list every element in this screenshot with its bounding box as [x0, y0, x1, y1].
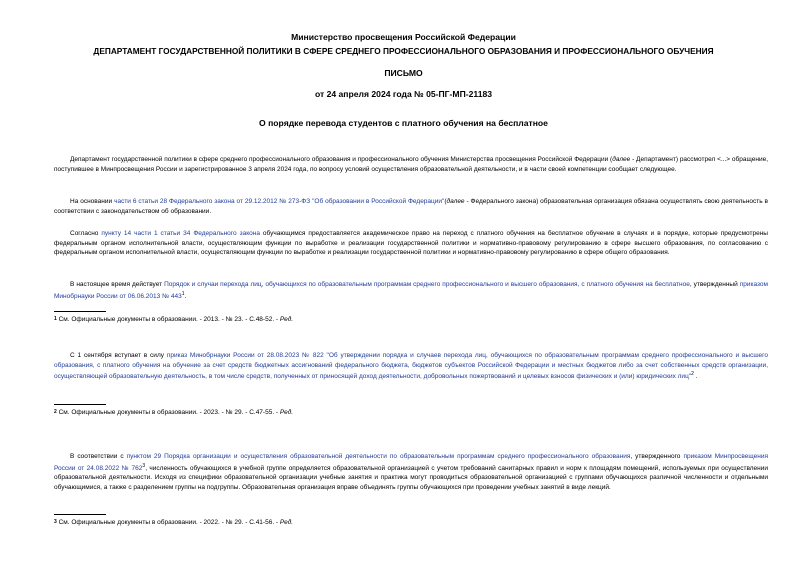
paragraph-intro: Департамент государственной политики в сфере среднего профессионального образования и профессионального обучения Министерства просвещения Российской Федерации (далее - Департамент) рассмотрел <...> обращение, поступившее в Минпросвещения России и зарегистрированное 3 апреля 2024 года, по вопросу условий осуществления образовательной деятельности, и в части своей компетенции сообщает следующее. [54, 156, 769, 173]
law-article-link[interactable]: пункту 14 части 1 статьи 34 Федерального закона [101, 230, 260, 237]
order-762-link[interactable]: приказом Минпросвещения России от 24.08.2022 № 762 [54, 453, 768, 472]
document-type: ПИСЬМО [384, 68, 423, 78]
paragraph-new-order: С 1 сентября вступает в силу приказ Минобрнауки России от 28.08.2023 № 822 "Об утверждении порядка и случаев перехода лиц, обучающихся по образовательным программам среднего профессионального и высшего образования, с платного обучения на обучение за счет средств бюджетных ассигнований федерального бюджета, бюджетов субъектов Российской Федерации и местных бюджетов либо за счет собственных средств организации, осуществляющей образовательную деятельность, в том числе средств, полученных от приносящей доход деятельности, добровольных пожертвований и целевых взносов физических и (или) юридических лиц"$^2$ . [54, 352, 769, 381]
paragraph-group-size: В соответствии с пунктом 29 Порядка организации и осуществления образовательной деятельности по образовательным программам среднего профессионального образования, утвержденного приказом Минпросвещения России от 24.08.2022 № $762^3$, численность обучающихся в учебной группе определяется образовательной организацией с учетом требований санитарных правил и норм к площадям помещений, используемых при осуществлении образовательной деятельности. Исходя из специфики образовательной организации учебные занятия и практика могут проводиться образовательной организацией с группами обучающихся различной численности и отдельными обучающимися, а также с разделением группы на подгруппы. Образовательная организация вправе объединять группы обучающихся при проведении учебных занятий в виде лекций. [54, 453, 769, 491]
procedure-point-29-link[interactable]: пунктом 29 Порядка организации и осуществления образовательной деятельности по образовательным программам среднего профессионального образования [126, 453, 631, 460]
footnote-divider [54, 514, 106, 515]
footnote-3: 3 См. Официальные документы в образовании. - 2022. - № 29. - С.41-56. - Ред. [54, 519, 294, 526]
procedure-link[interactable]: Порядок и случаи перехода лиц, обучающихся по образовательным программам среднего профессионального и высшего образования, с платного обучения на бесплатное [164, 281, 690, 288]
footnote-divider [54, 311, 106, 312]
document-subject: О порядке перевода студентов с платного обучения на бесплатное [259, 118, 548, 128]
footnote-mark-1: 1 [181, 290, 185, 297]
footnote-mark-3: 3 [142, 462, 146, 469]
department-name: ДЕПАРТАМЕНТ ГОСУДАРСТВЕННОЙ ПОЛИТИКИ В СФЕРЕ СРЕДНЕГО ПРОФЕССИОНАЛЬНОГО ОБРАЗОВАНИЯ И ПРОФЕССИОНАЛЬНОГО ОБУЧЕНИЯ [93, 46, 714, 56]
ministry-name: Министерство просвещения Российской Федерации [291, 32, 516, 42]
footnote-1: 1 См. Официальные документы в образовании. - 2013. - № 23. - С.48-52. - Ред. [54, 316, 294, 323]
footnote-divider [54, 404, 106, 405]
paragraph-academic-right: Согласно пункту 14 части 1 статьи 34 Федерального закона обучающимся предоставляется академическое право на переход с платного обучения на бесплатное обучение в случаях и в порядке, которые предусмотрены федеральным органом исполнительной власти, осуществляющим функции по выработке и реализации государственной политики и нормативно-правовому регулированию в сфере высшего образования, по согласованию с федеральным органом исполнительной власти, осуществляющим функции по выработке и реализации государственной политики и нормативно-правовому регулированию в сфере общего образования. [54, 230, 768, 257]
law-link[interactable]: части 6 статьи 28 Федерального закона от 29.12.2012 № 273-ФЗ "Об образовании в Российской Федерации" [114, 198, 445, 205]
paragraph-legal-basis: На основании части 6 статьи 28 Федерального закона от 29.12.2012 № 273-ФЗ "Об образовании в Российской Федерации"(далее - Федерального закона) образовательная организация обязана осуществлять свою деятельность в соответствии с законодательством об образовании. [54, 198, 768, 215]
order-822-link[interactable]: приказ Минобрнауки России от 28.08.2023 № 822 "Об утверждении порядка и случаев перехода лиц, обучающихся по образовательным программам среднего профессионального и высшего образования, с платного обучения на обучение за счет средств бюджетных ассигнований федерального бюджета, бюджетов субъектов Российской Федерации и местных бюджетов либо за счет собственных средств организации, осуществляющей образовательную деятельность, в том числе средств, полученных от приносящей доход деятельности, добровольных пожертвований и целевых взносов физических и (или) юридических лиц" [54, 352, 769, 381]
document-date-number: от 24 апреля 2024 года № 05-ПГ-МП-21183 [314, 89, 493, 99]
footnote-2: 2 См. Официальные документы в образовании. - 2023. - № 29. - С.47-55. - Ред. [54, 409, 294, 416]
order-443-link[interactable]: приказом Минобрнауки России от 06.06.2013 № 443 [54, 281, 769, 300]
footnote-mark-2: 2 [691, 371, 694, 378]
paragraph-current-order: В настоящее время действует Порядок и случаи перехода лиц, обучающихся по образовательным программам среднего профессионального и высшего образования, с платного обучения на бесплатное, утвержденный приказом Минобрнауки России от 06.06.2013 № $443^1$. [54, 281, 769, 300]
